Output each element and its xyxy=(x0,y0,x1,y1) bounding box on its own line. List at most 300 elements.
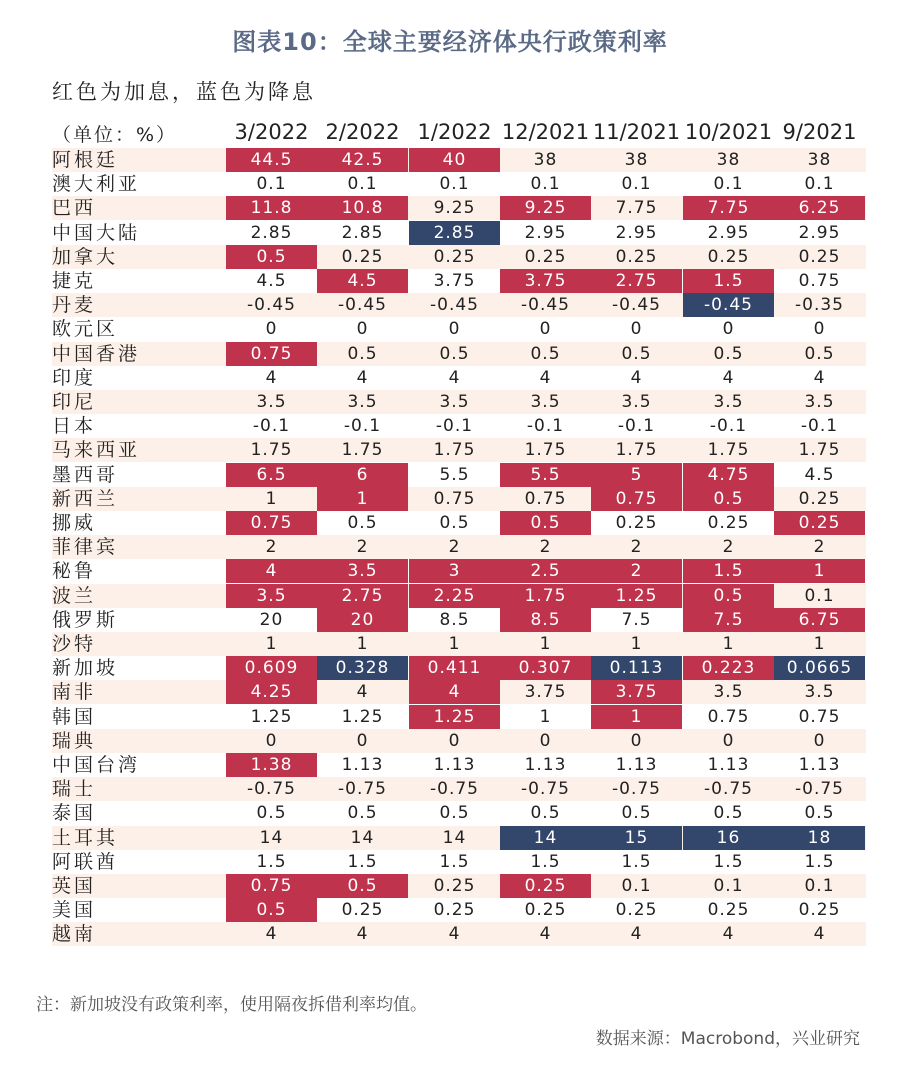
rate-cell: -0.45 xyxy=(338,295,387,316)
rate-cell: 3.5 xyxy=(256,392,287,412)
rate-cell-hike: 0.5 xyxy=(683,487,774,511)
country-label: 菲律宾 xyxy=(52,536,119,559)
table-row xyxy=(52,196,866,220)
rate-cell: -0.1 xyxy=(709,416,748,437)
rate-cell: 3.75 xyxy=(433,271,476,291)
table-row xyxy=(52,584,866,608)
country-label: 俄罗斯 xyxy=(52,608,119,631)
rate-cell-cut: 0.113 xyxy=(591,656,682,680)
column-header: 2/2022 xyxy=(325,120,400,144)
rate-cell-hike: 1.25 xyxy=(409,705,500,729)
table-row xyxy=(52,366,866,390)
rate-cell: 1.13 xyxy=(707,755,750,775)
rate-cell-hike: 7.5 xyxy=(683,608,774,632)
rate-cell: 0.5 xyxy=(439,803,470,824)
rate-cell: -0.75 xyxy=(704,779,753,800)
table-row xyxy=(52,221,866,245)
country-label: 越南 xyxy=(52,923,97,946)
rate-cell: 3.75 xyxy=(524,682,567,703)
rate-cell-hike: 0.5 xyxy=(500,511,591,535)
rate-cell: 0.5 xyxy=(347,513,378,533)
table-row xyxy=(52,559,866,583)
rate-cell: 2.85 xyxy=(250,222,293,243)
rate-cell-hike: 0.75 xyxy=(226,874,317,898)
rate-cell: 3.5 xyxy=(347,392,378,412)
rate-cell: 1.75 xyxy=(341,440,384,461)
rate-cell: 0.1 xyxy=(256,174,287,195)
rate-cell-hike: 2.75 xyxy=(317,584,408,608)
rate-cell: -0.75 xyxy=(430,779,479,800)
rate-cell: 0.25 xyxy=(798,900,841,921)
legend-note: 红色为加息，蓝色为降息 xyxy=(52,80,316,104)
rate-cell: 1.13 xyxy=(341,755,384,775)
chart-title: 图表10：全球主要经济体央行政策利率 xyxy=(232,28,668,56)
footnote: 注：新加坡没有政策利率，使用隔夜拆借利率均值。 xyxy=(36,995,427,1015)
rate-cell: 2 xyxy=(539,537,552,558)
column-header: 1/2022 xyxy=(417,120,492,144)
rate-cell: 1.13 xyxy=(524,755,567,775)
rate-cell: 1.75 xyxy=(524,440,567,461)
rate-cell-cut: -0.45 xyxy=(683,293,774,317)
country-label: 波兰 xyxy=(52,584,97,607)
rate-cell-cut: 0.0665 xyxy=(774,656,865,680)
rate-cell: 0.5 xyxy=(530,343,561,364)
rate-cell-hike: 44.5 xyxy=(226,148,317,172)
table-row xyxy=(52,705,866,729)
country-label: 瑞士 xyxy=(52,778,97,801)
country-label: 中国大陆 xyxy=(52,221,141,244)
rate-cell: 0.5 xyxy=(530,803,561,824)
rate-cell: 2.95 xyxy=(707,222,750,243)
rate-cell: 0 xyxy=(813,319,826,340)
rate-cell: 0.75 xyxy=(524,488,567,509)
rate-cell-hike: 0.5 xyxy=(226,898,317,922)
rate-cell: 1.75 xyxy=(707,440,750,461)
rate-cell: 0.25 xyxy=(615,900,658,921)
rate-cell: 20 xyxy=(259,609,284,630)
rate-cell: 0.75 xyxy=(707,706,750,727)
rate-cell: 4 xyxy=(356,682,369,703)
country-label: 英国 xyxy=(52,875,97,897)
rate-cell: 2 xyxy=(265,537,278,558)
rate-cell: 0.25 xyxy=(524,246,567,267)
rate-cell: 0.5 xyxy=(439,343,470,364)
rate-cell: 4 xyxy=(448,924,461,945)
rate-cell: 0.5 xyxy=(713,803,744,824)
rate-cell-hike: 3 xyxy=(409,559,500,583)
rate-cell-hike: 3.75 xyxy=(500,269,591,293)
table-row xyxy=(52,535,866,559)
table-row xyxy=(52,898,866,922)
rate-cell: 4 xyxy=(265,367,278,388)
rate-cell: 0.25 xyxy=(707,900,750,921)
rate-cell: -0.45 xyxy=(521,295,570,316)
rate-cell-hike: 0.25 xyxy=(500,874,591,898)
rate-cell-hike: 5 xyxy=(591,463,682,487)
rate-cell-hike: 1.5 xyxy=(683,559,774,583)
country-label: 阿联酋 xyxy=(52,850,119,873)
rate-cell-hike: 1 xyxy=(317,487,408,511)
rate-cell: 1.5 xyxy=(530,851,561,872)
rate-cell: 1 xyxy=(265,488,278,509)
rate-cell: 0.25 xyxy=(433,900,476,921)
rate-cell-hike: 1 xyxy=(774,559,865,583)
rate-cell: 1.25 xyxy=(250,706,293,727)
country-label: 印度 xyxy=(52,366,97,389)
rate-cell: -0.35 xyxy=(795,295,844,316)
rate-cell: 2 xyxy=(813,537,826,558)
rate-cell: -0.75 xyxy=(795,779,844,800)
column-header: 11/2021 xyxy=(592,120,681,144)
rate-cell-hike: 2 xyxy=(591,559,682,583)
rate-cell: 9.25 xyxy=(433,198,476,219)
rate-cell-hike: 0.307 xyxy=(500,656,591,680)
rate-cell: 1.5 xyxy=(713,851,744,872)
rate-cell-hike: 4.5 xyxy=(317,269,408,293)
rate-cell-hike: 40 xyxy=(409,148,500,172)
column-header: 9/2021 xyxy=(782,120,857,144)
unit-label: （单位：%） xyxy=(52,124,178,146)
country-label: 捷克 xyxy=(52,270,97,292)
rate-cell: 3.5 xyxy=(621,392,652,412)
rate-cell: 2 xyxy=(356,537,369,558)
rate-cell: 0.75 xyxy=(798,271,841,291)
rate-cell: 0.25 xyxy=(707,513,750,533)
rate-cell-hike: 1 xyxy=(591,705,682,729)
rate-cell: 0.1 xyxy=(621,876,652,896)
rate-cell: 4 xyxy=(539,367,552,388)
country-label: 瑞典 xyxy=(52,729,97,752)
rate-cell: 1 xyxy=(630,634,643,654)
rate-cell: 0.1 xyxy=(804,876,835,896)
rate-cell-hike: 6.75 xyxy=(774,608,865,632)
rate-cell-hike: 10.8 xyxy=(317,196,408,220)
rate-cell: 1.5 xyxy=(621,851,652,872)
rate-cell-hike: 0.609 xyxy=(226,656,317,680)
rate-cell: 0.1 xyxy=(439,174,470,195)
country-label: 泰国 xyxy=(52,802,97,825)
rate-cell: 4 xyxy=(356,924,369,945)
table-row xyxy=(52,414,866,438)
rate-cell-hike: 8.5 xyxy=(500,608,591,632)
rate-cell: 0.5 xyxy=(804,803,835,824)
country-label: 沙特 xyxy=(52,633,97,655)
rate-cell: 4 xyxy=(356,367,369,388)
rate-cell: 1.5 xyxy=(256,851,287,872)
rate-cell-hike: 0.75 xyxy=(226,342,317,366)
rate-cell: 0.1 xyxy=(530,174,561,195)
rate-cell: 1.13 xyxy=(615,755,658,775)
rate-cell: 4 xyxy=(722,367,735,388)
rate-cell: 0 xyxy=(448,319,461,340)
rate-cell: 0 xyxy=(630,319,643,340)
rate-cell: 2 xyxy=(448,537,461,558)
rate-cell: -0.1 xyxy=(526,416,565,437)
rate-cell: 0 xyxy=(539,319,552,340)
rate-cell: 38 xyxy=(716,150,741,170)
rate-cell-hike: 11.8 xyxy=(226,196,317,220)
rate-cell: -0.45 xyxy=(430,295,479,316)
country-label: 秘鲁 xyxy=(52,560,97,583)
table-row xyxy=(52,777,866,801)
rate-cell: 0.5 xyxy=(256,803,287,824)
country-label: 中国台湾 xyxy=(52,754,141,776)
rate-cell: 0.25 xyxy=(341,246,384,267)
rate-cell: -0.75 xyxy=(612,779,661,800)
country-label: 新加坡 xyxy=(52,657,119,680)
rate-cell: 0.25 xyxy=(615,513,658,533)
rate-cell: 1 xyxy=(265,634,278,654)
table-row xyxy=(52,632,866,656)
data-source: 数据来源：Macrobond，兴业研究 xyxy=(595,1029,860,1049)
table-row xyxy=(52,850,866,874)
country-label: 印尼 xyxy=(52,391,97,413)
rate-cell: 1.5 xyxy=(439,851,470,872)
rate-cell: 0.25 xyxy=(707,246,750,267)
country-label: 南非 xyxy=(52,681,97,704)
table-row xyxy=(52,753,866,777)
rate-cell-hike: 9.25 xyxy=(500,196,591,220)
rate-cell-hike: 5.5 xyxy=(500,463,591,487)
rate-cell: 0 xyxy=(356,730,369,751)
rate-cell: 0 xyxy=(356,319,369,340)
country-label: 巴西 xyxy=(52,197,97,220)
table-row xyxy=(52,608,866,632)
rate-cell: 7.75 xyxy=(615,198,658,219)
rate-cell-hike: 2.25 xyxy=(409,584,500,608)
table-row xyxy=(52,680,866,704)
rate-cell: 4 xyxy=(722,924,735,945)
rate-cell: 0.25 xyxy=(615,246,658,267)
column-header: 10/2021 xyxy=(684,120,773,144)
rate-cell: 0 xyxy=(630,730,643,751)
rate-cell-hike: 2.5 xyxy=(500,559,591,583)
rate-cell: 1.5 xyxy=(347,851,378,872)
rate-cell-cut: 18 xyxy=(774,826,865,850)
rate-cell: 1.13 xyxy=(433,755,476,775)
rate-cell: 1.75 xyxy=(433,440,476,461)
rate-cell-hike: 0.223 xyxy=(683,656,774,680)
country-label: 美国 xyxy=(52,899,97,922)
rate-cell: 0.1 xyxy=(713,876,744,896)
rate-cell-hike: 1.25 xyxy=(591,584,682,608)
table-row xyxy=(52,438,866,462)
rate-cell: 3.5 xyxy=(713,392,744,412)
rate-cell-cut: 0.328 xyxy=(317,656,408,680)
rate-cell: 4 xyxy=(265,924,278,945)
table-row xyxy=(52,801,866,825)
rate-cell: 1.25 xyxy=(341,706,384,727)
rate-cell: -0.1 xyxy=(435,416,474,437)
country-label: 阿根廷 xyxy=(52,149,119,171)
rate-cell-hike: 3.5 xyxy=(317,559,408,583)
rate-cell-hike: 7.75 xyxy=(683,196,774,220)
country-label: 墨西哥 xyxy=(52,463,119,486)
rate-cell: 0.5 xyxy=(439,513,470,533)
rate-cell: 14 xyxy=(442,827,467,848)
rate-cell-hike: 0.5 xyxy=(683,584,774,608)
rate-cell: 4 xyxy=(448,367,461,388)
country-label: 日本 xyxy=(52,415,97,438)
country-label: 新西兰 xyxy=(52,487,119,510)
country-label: 欧元区 xyxy=(52,318,119,341)
rate-cell: 2 xyxy=(630,537,643,558)
rate-cell: 0 xyxy=(813,730,826,751)
rate-cell: 38 xyxy=(807,150,832,170)
rate-cell-hike: 0.25 xyxy=(774,511,865,535)
rate-cell: 0.1 xyxy=(804,585,835,606)
table-row xyxy=(52,729,866,753)
rate-cell: -0.45 xyxy=(247,295,296,316)
rate-cell-hike: 6.5 xyxy=(226,463,317,487)
rate-cell: 0.1 xyxy=(713,174,744,195)
rate-cell-hike: 0.75 xyxy=(591,487,682,511)
table-row xyxy=(52,874,866,898)
rate-cell: 0 xyxy=(265,319,278,340)
country-label: 土耳其 xyxy=(52,826,119,849)
table-row xyxy=(52,269,866,293)
rate-cell: 4 xyxy=(813,924,826,945)
rate-cell: 4 xyxy=(630,924,643,945)
rate-cell: 4.5 xyxy=(256,271,287,291)
table-row xyxy=(52,172,866,196)
rate-cell: 1 xyxy=(539,706,552,727)
table-row xyxy=(52,656,866,680)
rate-cell: 3.5 xyxy=(713,682,744,703)
rate-cell: 0.5 xyxy=(713,343,744,364)
rate-cell-hike: 1.75 xyxy=(500,584,591,608)
rate-cell: 1 xyxy=(722,634,735,654)
rate-cell-hike: 4.25 xyxy=(226,680,317,704)
rate-cell: 14 xyxy=(259,827,284,848)
rate-cell: 0.1 xyxy=(621,174,652,195)
rate-cell: -0.75 xyxy=(247,779,296,800)
rate-cell: -0.75 xyxy=(338,779,387,800)
rate-cell: 4 xyxy=(539,924,552,945)
rate-cell: 1.75 xyxy=(250,440,293,461)
rate-cell: 1.75 xyxy=(798,440,841,461)
rate-cell: 2.85 xyxy=(341,222,384,243)
table-row xyxy=(52,463,866,487)
table-row xyxy=(52,390,866,414)
rate-cell: -0.1 xyxy=(343,416,382,437)
rate-cell: 0.5 xyxy=(347,803,378,824)
rate-cell: 1.5 xyxy=(804,851,835,872)
rate-cell: 0.5 xyxy=(621,343,652,364)
rate-cell: 5.5 xyxy=(439,464,470,485)
rate-cell: 14 xyxy=(350,827,375,848)
rate-cell: 1 xyxy=(356,634,369,654)
country-label: 澳大利亚 xyxy=(52,173,141,196)
rate-cell: 4.5 xyxy=(804,464,835,485)
rate-cell: 1.75 xyxy=(615,440,658,461)
rate-cell-hike: 4 xyxy=(226,559,317,583)
rate-cell: 0.5 xyxy=(347,343,378,364)
rate-cell: 1.13 xyxy=(798,755,841,775)
rate-cell: 0.25 xyxy=(524,900,567,921)
rate-cell-hike: 4.75 xyxy=(683,463,774,487)
rate-cell-hike: 1.5 xyxy=(683,269,774,293)
rate-cell-hike: 42.5 xyxy=(317,148,408,172)
rate-cell-cut: 16 xyxy=(683,826,774,850)
rate-cell: 0 xyxy=(265,730,278,751)
rate-cell: 1 xyxy=(448,634,461,654)
rate-cell: 0.25 xyxy=(341,900,384,921)
rate-cell: 0.1 xyxy=(804,174,835,195)
rate-cell-hike: 0.5 xyxy=(226,245,317,269)
rate-cell-cut: 2.85 xyxy=(409,221,500,245)
rate-cell-hike: 3.5 xyxy=(226,584,317,608)
rate-cell: 4 xyxy=(630,367,643,388)
rate-cell: 0.1 xyxy=(347,174,378,195)
rate-cell: 0 xyxy=(539,730,552,751)
rate-cell: 1 xyxy=(813,634,826,654)
rate-cell: 0.5 xyxy=(804,343,835,364)
rate-cell: 8.5 xyxy=(439,609,470,630)
table-row xyxy=(52,245,866,269)
rate-cell: 0.75 xyxy=(433,488,476,509)
rate-cell: 0.25 xyxy=(798,246,841,267)
rate-cell: 2 xyxy=(722,537,735,558)
column-header: 12/2021 xyxy=(501,120,590,144)
rate-cell: -0.1 xyxy=(800,416,839,437)
rate-cell-hike: 6 xyxy=(317,463,408,487)
table-row xyxy=(52,293,866,317)
rate-cell-hike: 20 xyxy=(317,608,408,632)
rate-cell: 3.5 xyxy=(439,392,470,412)
rate-cell: 0.25 xyxy=(433,876,476,896)
table-row xyxy=(52,148,866,172)
rate-cell: 3.5 xyxy=(804,392,835,412)
rate-cell: -0.75 xyxy=(521,779,570,800)
country-label: 丹麦 xyxy=(52,294,97,317)
rate-cell: 2.95 xyxy=(524,222,567,243)
rate-cell: 38 xyxy=(624,150,649,170)
rate-cell: -0.45 xyxy=(612,295,661,316)
column-header: 3/2022 xyxy=(234,120,309,144)
table-row xyxy=(52,342,866,366)
rate-cell: 3.5 xyxy=(530,392,561,412)
rate-cell: 38 xyxy=(533,150,558,170)
table-row xyxy=(52,317,866,341)
rate-cell-hike: 6.25 xyxy=(774,196,865,220)
country-label: 挪威 xyxy=(52,512,97,534)
country-label: 中国香港 xyxy=(52,342,141,365)
rate-cell-hike: 4 xyxy=(409,680,500,704)
rate-cell: 0.25 xyxy=(798,488,841,509)
rate-cell: 7.5 xyxy=(621,609,652,630)
rate-cell: 3.5 xyxy=(804,682,835,703)
rate-cell-hike: 0.75 xyxy=(226,511,317,535)
rate-cell: 4 xyxy=(813,367,826,388)
rate-cell: -0.1 xyxy=(252,416,291,437)
rate-cell-cut: 15 xyxy=(591,826,682,850)
rate-cell-hike: 0.411 xyxy=(409,656,500,680)
rate-cell-hike: 0.5 xyxy=(317,874,408,898)
rate-cell-cut: 14 xyxy=(500,826,591,850)
rate-cell-hike: 2.75 xyxy=(591,269,682,293)
rate-cell: 0.5 xyxy=(621,803,652,824)
rate-cell: -0.1 xyxy=(617,416,656,437)
rate-cell: 2.95 xyxy=(615,222,658,243)
table-row xyxy=(52,487,866,511)
rate-cell-hike: 3.75 xyxy=(591,680,682,704)
table-row xyxy=(52,511,866,535)
rate-cell: 1 xyxy=(539,634,552,654)
table-row xyxy=(52,922,866,946)
rate-cell: 0 xyxy=(722,730,735,751)
country-label: 马来西亚 xyxy=(52,439,141,462)
